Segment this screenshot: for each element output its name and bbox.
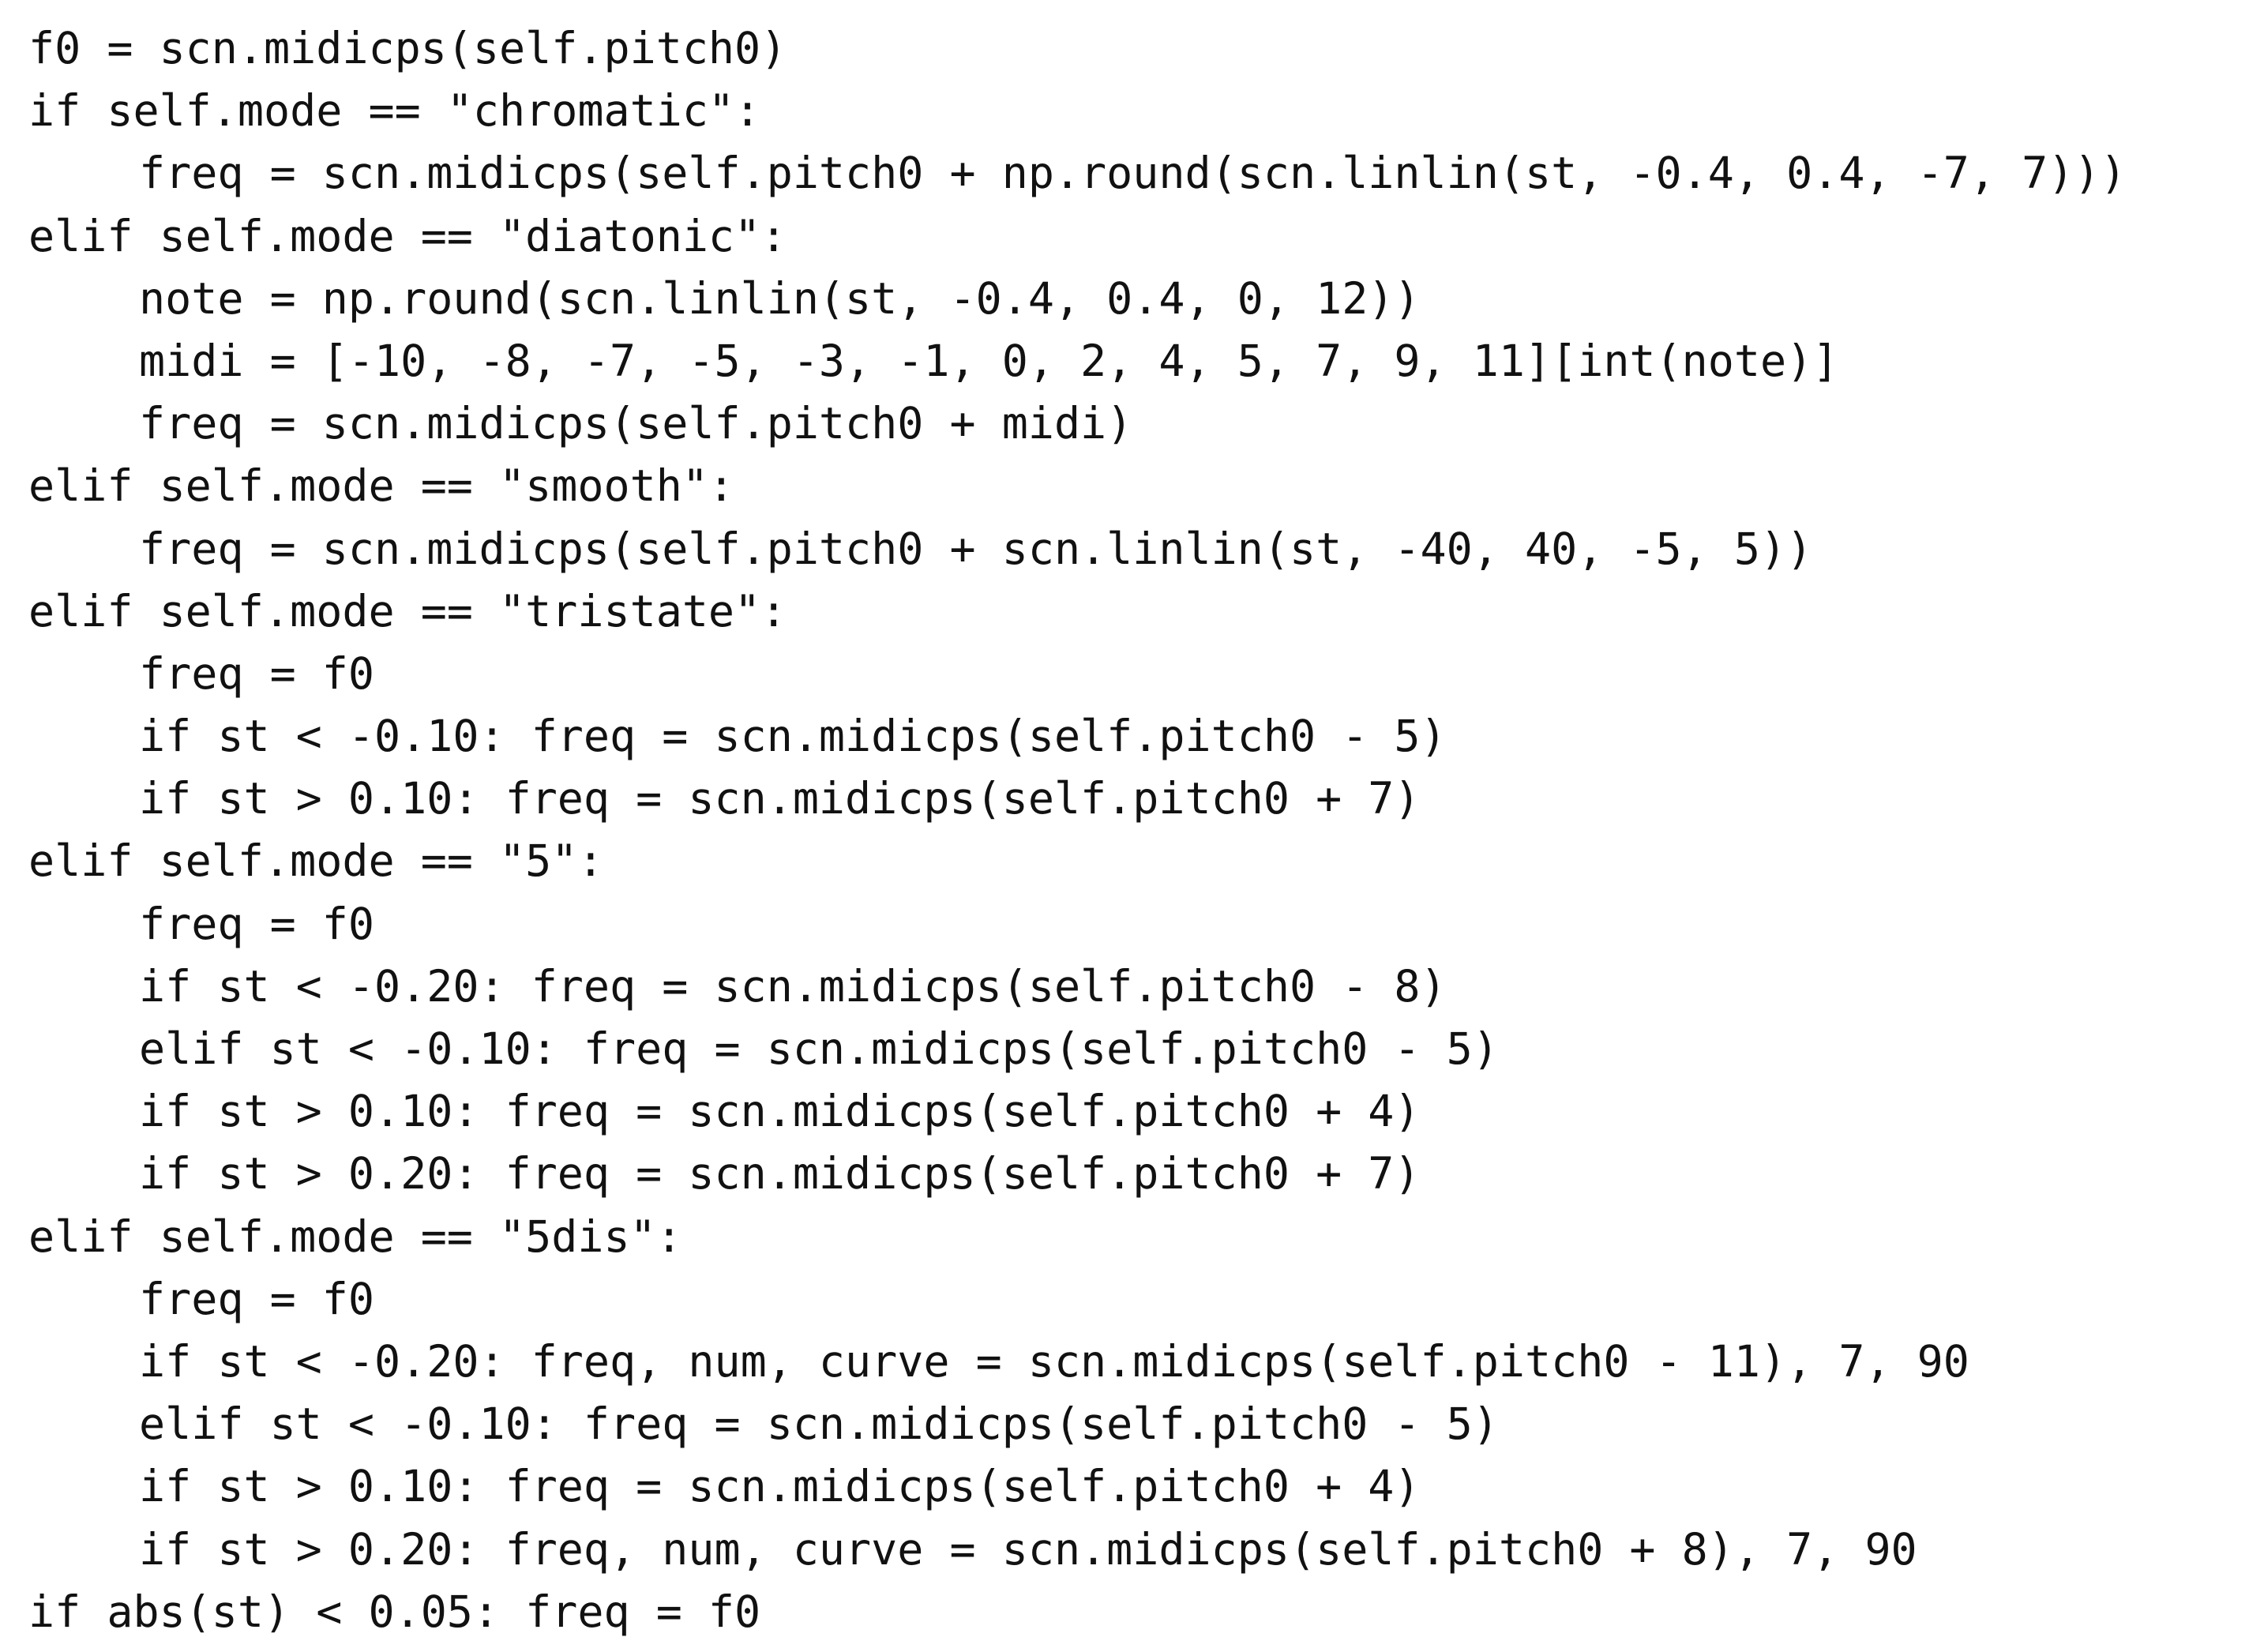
code-line: elif self.mode == "5dis": (28, 1211, 682, 1262)
code-line: freq = scn.midicps(self.pitch0 + np.round(scn.linlin(st, -0.4, 0.4, -7, 7))) (139, 148, 2127, 199)
code-line: freq = scn.midicps(self.pitch0 + scn.linlin(st, -40, 40, -5, 5)) (139, 523, 1813, 574)
code-line: if st < -0.20: freq, num, curve = scn.midicps(self.pitch0 - 11), 7, 90 (139, 1335, 1969, 1387)
code-line: if st > 0.10: freq = scn.midicps(self.pitch0 + 4) (139, 1461, 1421, 1512)
code-line: if st < -0.10: freq = scn.midicps(self.pitch0 - 5) (139, 711, 1447, 762)
code-line: freq = scn.midicps(self.pitch0 + midi) (139, 398, 1133, 449)
code-line: if st > 0.10: freq = scn.midicps(self.pitch0 + 4) (139, 1086, 1421, 1137)
code-line: if st > 0.20: freq, num, curve = scn.midicps(self.pitch0 + 8), 7, 90 (139, 1523, 1917, 1575)
code-line: elif st < -0.10: freq = scn.midicps(self.pitch0 - 5) (139, 1399, 1499, 1450)
code-line: freq = f0 (139, 648, 375, 699)
code-line: if self.mode == "chromatic": (28, 85, 761, 137)
code-line: midi = [-10, -8, -7, -5, -3, -1, 0, 2, 4, 5, 7, 9, 11][int(note)] (139, 335, 1839, 386)
code-line: elif self.mode == "5": (28, 835, 604, 887)
code-line: note = np.round(scn.linlin(st, -0.4, 0.4, 0, 12)) (139, 272, 1421, 324)
code-line: if st > 0.20: freq = scn.midicps(self.pitch0 + 7) (139, 1148, 1421, 1200)
code-block (28, 17, 2255, 1643)
code-line: if st < -0.20: freq = scn.midicps(self.pitch0 - 8) (139, 960, 1447, 1012)
code-line: elif self.mode == "smooth": (28, 460, 735, 512)
code-line: if abs(st) < 0.05: freq = f0 (28, 1586, 761, 1637)
code-line: freq = f0 (139, 1273, 375, 1324)
code-line: elif st < -0.10: freq = scn.midicps(self.pitch0 - 5) (139, 1023, 1499, 1074)
code-line: f0 = scn.midicps(self.pitch0) (28, 23, 787, 73)
code-line: elif self.mode == "tristate": (28, 585, 787, 636)
code-line: freq = f0 (139, 898, 375, 949)
code-line: if st > 0.10: freq = scn.midicps(self.pitch0 + 7) (139, 773, 1421, 824)
code-line: elif self.mode == "diatonic": (28, 210, 787, 261)
